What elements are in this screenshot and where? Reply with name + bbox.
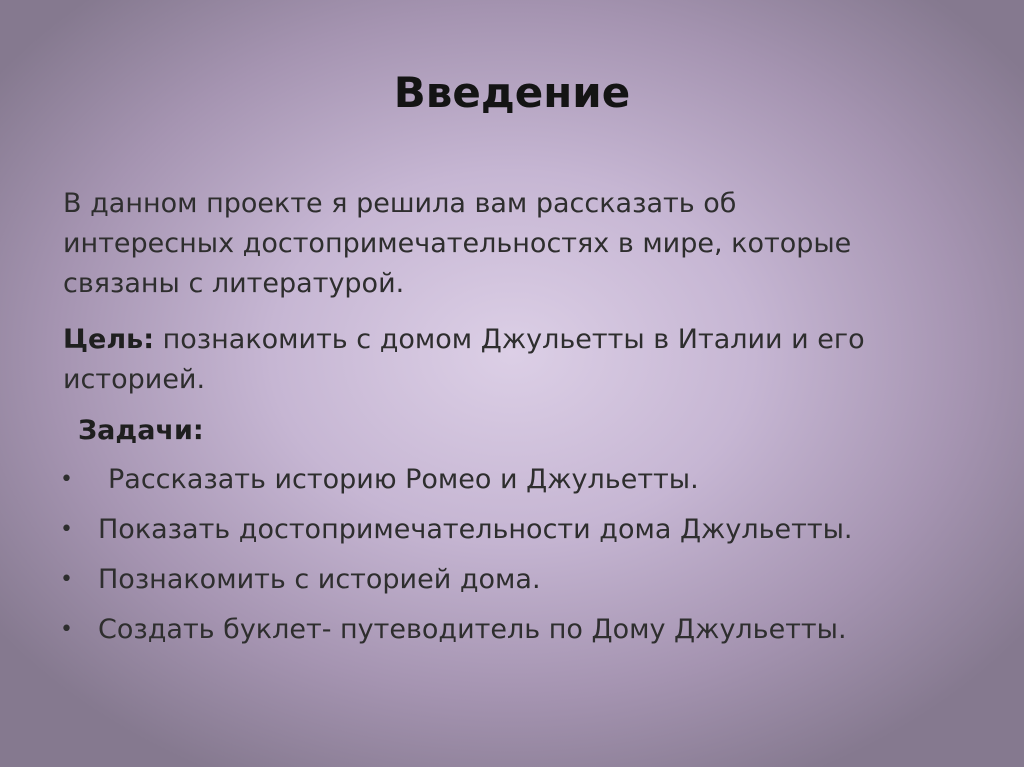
bullet-icon: • [60,617,73,642]
tasks-label: Задачи: [78,415,204,446]
goal-text-line-2: историей. [63,364,206,395]
goal-text-line-1: познакомить с домом Джульетты в Италии и его [154,324,865,355]
bullet-icon: • [60,467,73,492]
task-text: Рассказать историю Ромео и Джульетты. [108,464,699,495]
task-text: Познакомить с историей дома. [98,564,541,595]
bullet-icon: • [60,567,73,592]
intro-line-3: связаны с литературой. [63,268,405,299]
bullet-icon: • [60,517,73,542]
slide-title: Введение [393,68,631,117]
task-text: Показать достопримечательности дома Джульетты. [98,514,853,545]
intro-paragraph [63,184,963,304]
goal-label: Цель: [63,324,155,355]
intro-line-1: В данном проекте я решила вам рассказать об [63,188,737,219]
intro-line-2: интересных достопримечательностях в мире, которые [63,228,852,259]
goal-paragraph [63,320,963,400]
task-text: Создать буклет- путеводитель по Дому Джульетты. [98,614,847,645]
